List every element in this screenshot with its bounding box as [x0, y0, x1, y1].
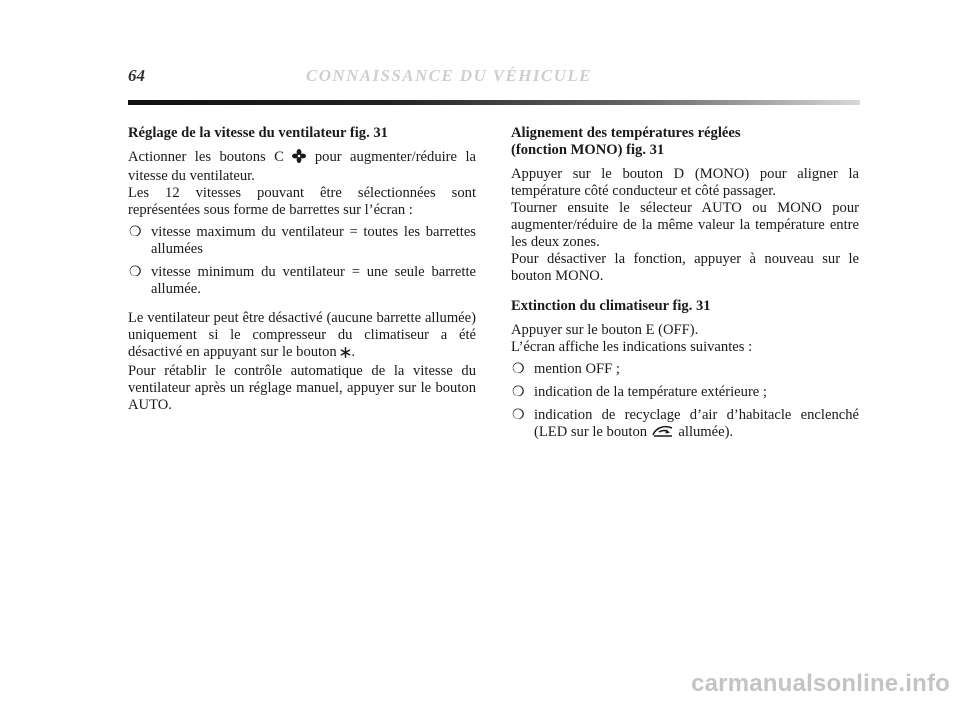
fan-speed-text-a: Actionner les boutons C [128, 149, 284, 165]
bullet-marker: ❍ [512, 362, 525, 377]
list-item-text: vitesse minimum du ventilateur = une seule barrette allumée. [151, 264, 476, 297]
fan-speed-paragraph-2: Les 12 vitesses pouvant être sélectionnées sont représentées sous forme de barrettes sur l’écran : [128, 185, 476, 218]
left-column [128, 125, 476, 414]
list-item [511, 361, 859, 378]
watermark: carmanualsonline.info [691, 670, 950, 697]
fan-speed-paragraph-1 [128, 149, 476, 185]
fan-off-text-a: Le ventilateur peut être désactivé (aucune barrette allumée) uniquement si le compresseur du climatiseur a été désactivé en appuyant sur le bouton [128, 310, 476, 360]
header-rule [128, 100, 860, 105]
right-column [511, 125, 859, 449]
fan-speed-text-b: pour augmenter/réduire la vitesse du ventilateur. [128, 149, 477, 184]
ac-off-paragraph-1: Appuyer sur le bouton E (OFF). [511, 322, 699, 338]
fan-off-text-b: . [351, 344, 356, 360]
fan-off-paragraph [128, 310, 476, 363]
mono-heading [511, 125, 859, 159]
mono-paragraph-3: Pour désactiver la fonction, appuyer à nouveau sur le bouton MONO. [511, 251, 859, 284]
bullet-marker: ❍ [129, 225, 142, 240]
list-item [511, 407, 859, 443]
ac-off-bullet-list [511, 361, 859, 443]
list-item-text-a: indication de recyclage d’air d’habitacle enclenché (LED sur le bouton [534, 407, 859, 440]
mono-heading-line-1: Alignement des températures réglées [511, 125, 741, 141]
list-item [511, 384, 859, 401]
ac-off-heading: Extinction du climatiseur fig. 31 [511, 298, 711, 314]
air-recirculation-icon [651, 424, 675, 443]
bullet-marker: ❍ [512, 385, 525, 400]
list-item [128, 224, 476, 258]
snowflake-icon [340, 346, 351, 363]
mono-heading-line-2: (fonction MONO) fig. 31 [511, 142, 665, 158]
list-item-text: indication de la température extérieure ; [534, 384, 767, 400]
bullet-marker: ❍ [129, 265, 142, 280]
page-header [128, 66, 868, 92]
section-title: CONNAISSANCE DU VÉHICULE [306, 66, 592, 85]
list-item [128, 264, 476, 298]
fan-speed-bullet-list [128, 224, 476, 298]
page-number: 64 [128, 66, 145, 85]
mono-paragraph-1: Appuyer sur le bouton D (MONO) pour aligner la température côté conducteur et côté passager. [511, 166, 859, 199]
bullet-marker: ❍ [512, 408, 525, 423]
fan-auto-paragraph: Pour rétablir le contrôle automatique de la vitesse du ventilateur après un réglage manuel, appuyer sur le bouton AUTO. [128, 363, 476, 413]
fan-icon [292, 149, 306, 168]
list-item-text-b: allumée). [678, 424, 734, 440]
list-item-text: vitesse maximum du ventilateur = toutes les barrettes allumées [151, 224, 476, 257]
fan-speed-heading: Réglage de la vitesse du ventilateur fig. 31 [128, 125, 388, 141]
ac-off-paragraph-2: L’écran affiche les indications suivantes : [511, 339, 753, 355]
list-item-text: mention OFF ; [534, 361, 620, 377]
mono-paragraph-2: Tourner ensuite le sélecteur AUTO ou MONO pour augmenter/réduire de la même valeur la température entre les deux zones. [511, 200, 859, 250]
